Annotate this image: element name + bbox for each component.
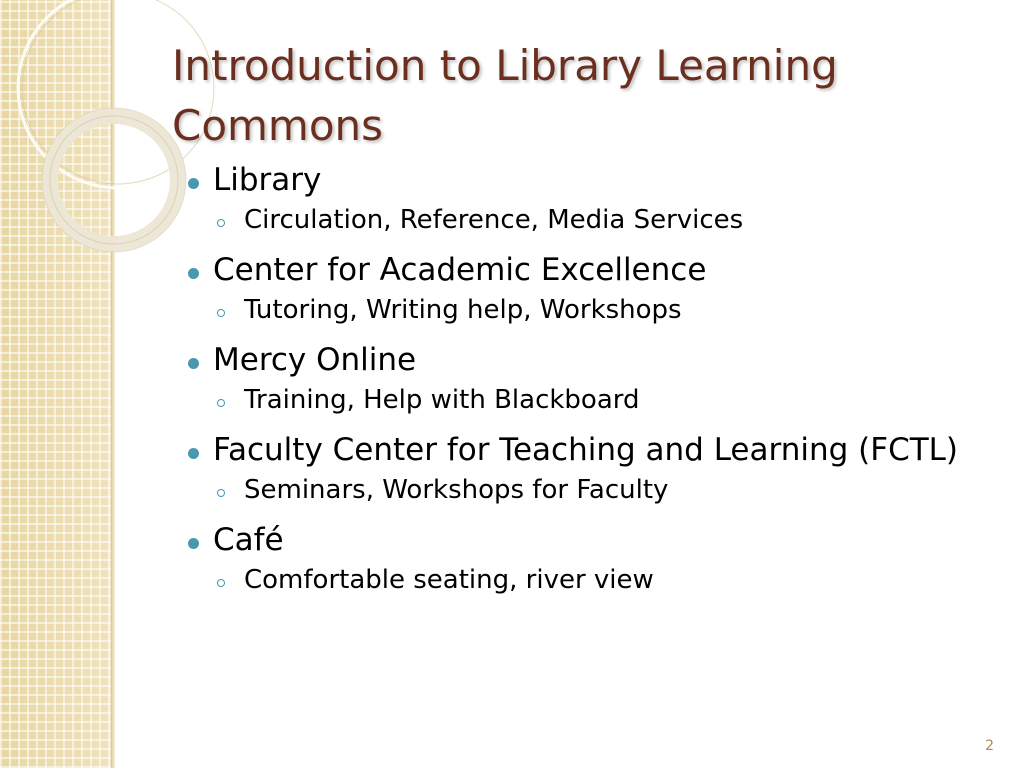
bullet-label: Center for Academic Excellence bbox=[213, 252, 707, 288]
filled-bullet-icon bbox=[188, 268, 199, 279]
bullet-level-2 bbox=[184, 204, 964, 236]
bullet-level-1 bbox=[184, 342, 964, 378]
hollow-bullet-icon bbox=[217, 489, 225, 497]
list-item bbox=[184, 522, 964, 596]
bullet-label: Library bbox=[213, 162, 322, 198]
bullet-level-1 bbox=[184, 432, 964, 468]
slide-title: Introduction to Library Learning Commons bbox=[172, 41, 838, 150]
sub-bullet-label: Training, Help with Blackboard bbox=[244, 385, 640, 415]
filled-bullet-icon bbox=[188, 358, 199, 369]
hollow-bullet-icon bbox=[217, 399, 225, 407]
bullet-level-1 bbox=[184, 522, 964, 558]
hollow-bullet-icon bbox=[217, 219, 225, 227]
list-item bbox=[184, 162, 964, 236]
bullet-label: Café bbox=[213, 522, 284, 558]
bullet-level-1 bbox=[184, 162, 964, 198]
bullet-level-2 bbox=[184, 564, 964, 596]
sub-bullet-label: Circulation, Reference, Media Services bbox=[244, 205, 744, 235]
sub-bullet-label: Tutoring, Writing help, Workshops bbox=[244, 295, 682, 325]
decorative-rings-icon bbox=[0, 0, 200, 300]
hollow-bullet-icon bbox=[217, 309, 225, 317]
filled-bullet-icon bbox=[188, 538, 199, 549]
sub-bullet-label: Comfortable seating, river view bbox=[244, 565, 654, 595]
sub-bullet-label: Seminars, Workshops for Faculty bbox=[244, 475, 669, 505]
bullet-level-2 bbox=[184, 294, 964, 326]
list-item bbox=[184, 252, 964, 326]
filled-bullet-icon bbox=[188, 448, 199, 459]
hollow-bullet-icon bbox=[217, 579, 225, 587]
bullet-label: Faculty Center for Teaching and Learning (FCTL) bbox=[213, 432, 959, 468]
bullet-level-2 bbox=[184, 474, 964, 506]
list-item bbox=[184, 432, 964, 506]
bullet-level-2 bbox=[184, 384, 964, 416]
bullet-list bbox=[184, 162, 964, 612]
list-item bbox=[184, 342, 964, 416]
filled-bullet-icon bbox=[188, 178, 199, 189]
bullet-level-1 bbox=[184, 252, 964, 288]
bullet-label: Mercy Online bbox=[213, 342, 417, 378]
page-number: 2 bbox=[985, 738, 994, 754]
